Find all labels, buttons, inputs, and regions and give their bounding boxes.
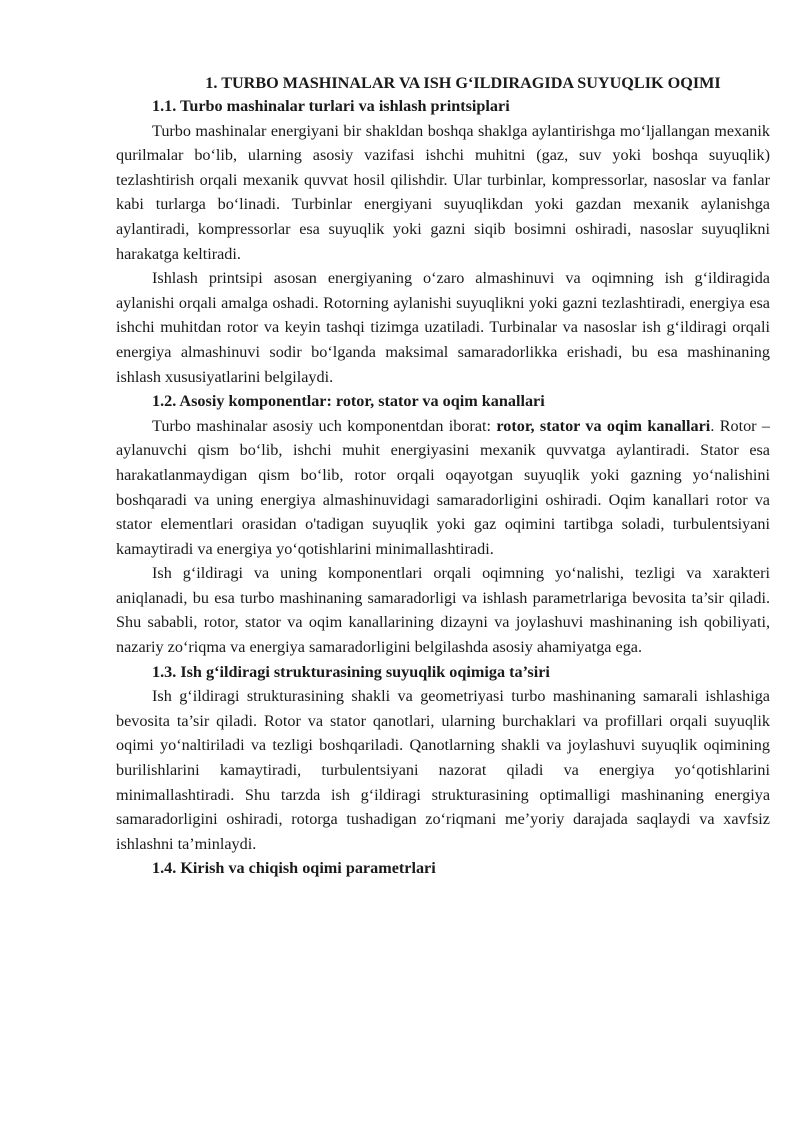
paragraph: Turbo mashinalar energiyani bir shakldan boshqa shaklga aylantirishga mo‘ljallangan mexanik qurilmalar bo‘lib, ularning asosiy vazifasi ishchi muhitni (gaz, suv yoki boshqa suyuqlik) tezlashtirish orqali mexanik quvvat hosil qilishdir. Ular turbinlar, kompressorlar, nasoslar va fanlar kabi turlarga bo‘linadi. Turbinlar energiyani suyuqlikdan yoki gazdan mexanik aylanishga aylantiradi, kompressorlar esa suyuqlik yoki gazni siqib bosimni oshiradi, nasoslar suyuqlikni harakatga keltiradi. (116, 121, 770, 263)
paragraph: Ish g‘ildiragi va uning komponentlari orqali oqimning yo‘nalishi, tezligi va xarakteri aniqlanadi, bu esa turbo mashinaning samaradorligi va ishlash parametrlariga bevosita ta’sir qiladi. Shu sababli, rotor, stator va oqim kanallarining dizayni va joylashuvi mashinaning ish qobiliyati, nazariy zo‘riqma va energiya samaradorligini belgilashda asosiy ahamiyatga ega. (116, 564, 770, 657)
paragraph-text: . Rotor – aylanuvchi qism bo‘lib, ishchi muhit energiyasini mexanik quvvatga aylantiradi. Stator esa harakatlanmaydigan qism bo‘lib, rotor orqali oqayotgan suyuqlik yoki gazning yo‘nalishini boshqaradi va uning energiya almashinuvidagi samaradorligini oshiradi. Oqim kanallari rotor va stator elementlari orasidan o'tadigan suyuqlik yoki gaz oqimini tartibga soladi, turbulentsiyani kamaytiradi va energiya yo‘qotishlarini minimallashtiradi. (116, 416, 771, 558)
document-title: 1. TURBO MASHINALAR VA ISH G‘ILDIRAGIDA SUYUQLIK OQIMI (205, 74, 721, 92)
section-heading-1-4: 1.4. Kirish va chiqish oqimi parametrlari (152, 859, 436, 878)
paragraph: Ishlash printsipi asosan energiyaning o‘zaro almashinuvi va oqimning ish g‘ildiragida aylanishi orqali amalga oshadi. Rotorning aylanishi suyuqlikni yoki gazni tezlashtiradi, energiya esa ishchi muhitdan rotor va keyin tashqi tizimga uzatiladi. Turbinalar va nasoslar ish g‘ildiragi orqali energiya almashinuvi sodir bo‘lganda maksimal samaradorlikka erishadi, bu esa mashinaning ishlash xususiyatlarini belgilaydi. (116, 269, 770, 386)
document-page (116, 72, 770, 881)
section-heading-1-1: 1.1. Turbo mashinalar turlari va ishlash printsiplari (152, 97, 510, 115)
section-heading-1-2: 1.2. Asosiy komponentlar: rotor, stator va oqim kanallari (152, 392, 545, 411)
paragraph-text: Turbo mashinalar asosiy uch komponentdan iborat: (152, 416, 497, 435)
paragraph-components (116, 414, 770, 562)
section-heading-1-3: 1.3. Ish g‘ildiragi strukturasining suyuqlik oqimiga ta’siri (152, 662, 550, 681)
components-emphasis: rotor, stator va oqim kanallari (496, 416, 711, 435)
paragraph: Ish g‘ildiragi strukturasining shakli va geometriyasi turbo mashinaning samarali ishlashiga bevosita ta’sir qiladi. Rotor va stator qanotlari, ularning burchaklari va profillari orqali suyuqlik oqimi yo‘naltiriladi va tezligi boshqariladi. Qanotlarning shakli va joylashuvi suyuqlik oqimining burilishlarini kamaytiradi, turbulentsiyani nazorat qiladi va energiya yo‘qotishlarini minimallashtiradi. Shu tarzda ish g‘ildiragi strukturasining optimalligi mashinaning energiya samaradorligini oshiradi, rotorga tushadigan zo‘riqmani me’yoriy darajada saqlaydi va xavfsiz ishlashni ta’minlaydi. (116, 687, 770, 853)
